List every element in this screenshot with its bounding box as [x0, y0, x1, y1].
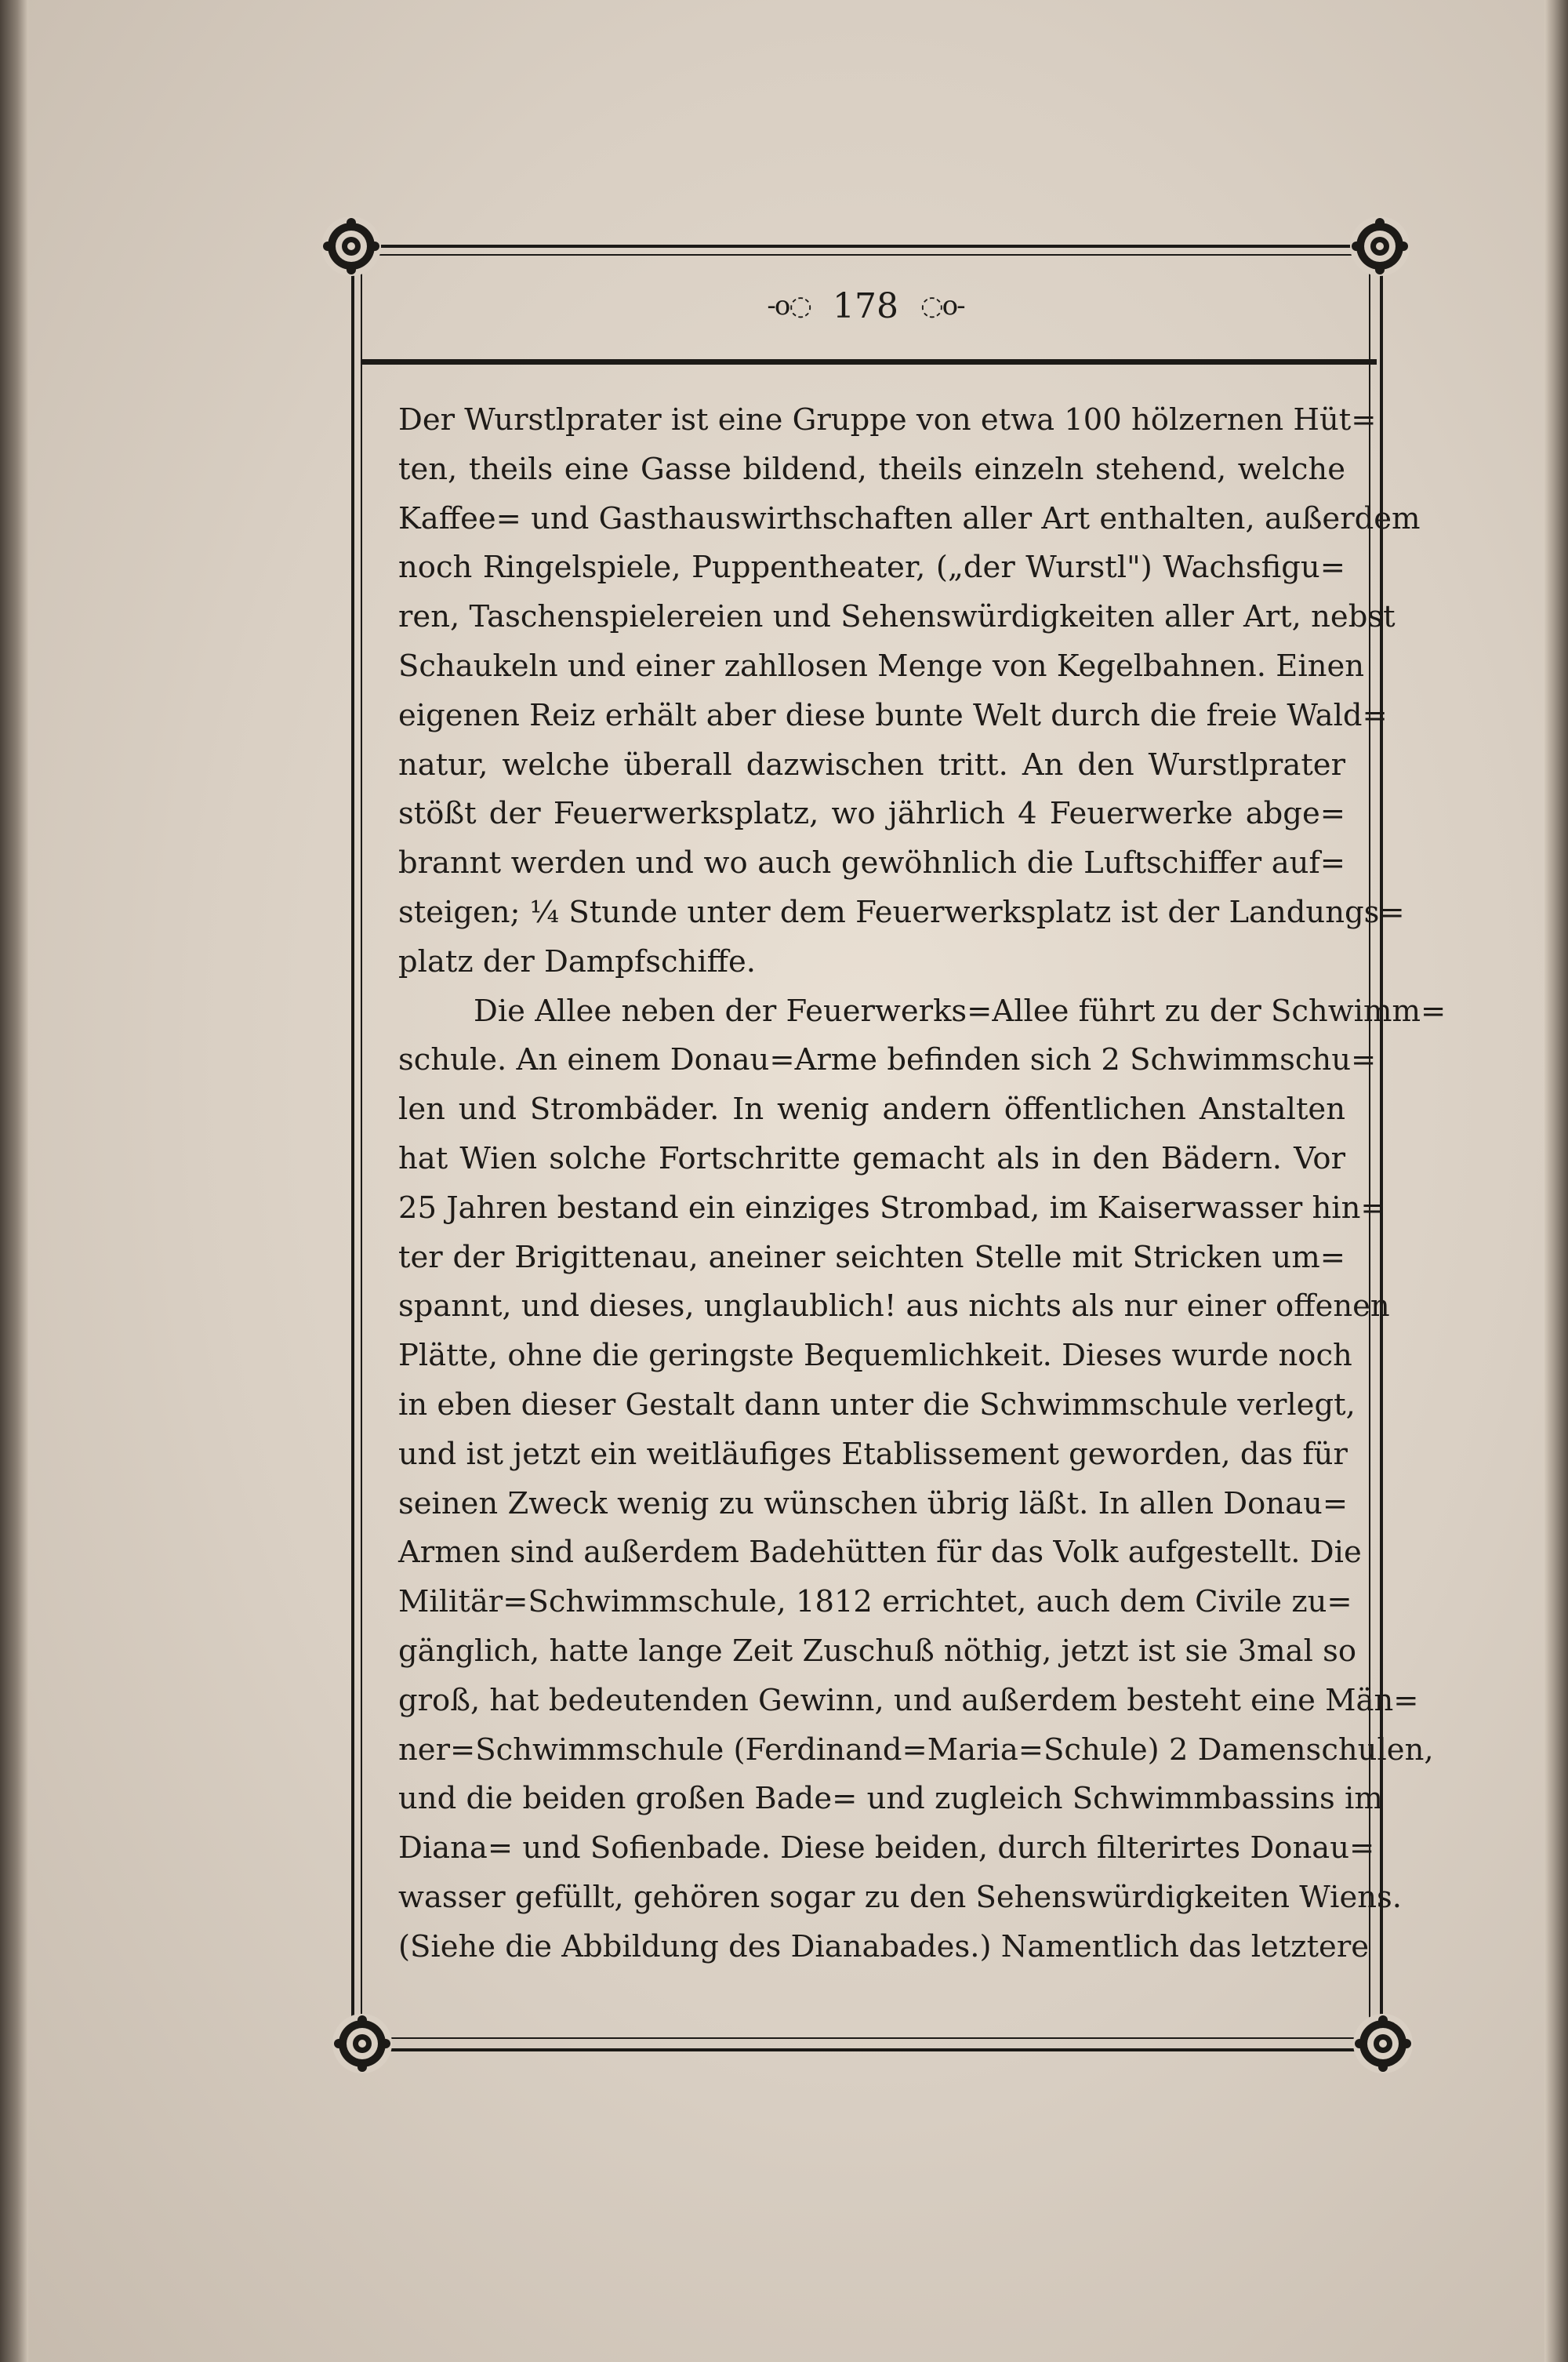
text-line: in eben dieser Gestalt dann unter die Schwimmschule verlegt,	[398, 1386, 1356, 1423]
text-line: und die beiden großen Bade= und zugleich Schwimmbassins im	[398, 1781, 1383, 1817]
page-number: 178	[833, 285, 898, 326]
text-line: Plätte, ohne die geringste Bequemlichkeit. Dieses wurde noch	[398, 1338, 1352, 1374]
text-line: ren, Taschenspielereien und Sehenswürdigkeiten aller Art, nebst	[398, 599, 1396, 635]
text-line: schule. An einem Donau=Arme befinden sich 2 Schwimmschu=	[398, 1042, 1377, 1078]
text-line: spannt, und dieses, unglaublich! aus nichts als nur einer offenen	[398, 1288, 1390, 1325]
text-line: eigenen Reiz erhält aber diese bunte Welt durch die freie Wald=	[398, 697, 1388, 733]
header-rule	[361, 359, 1377, 365]
text-line: und ist jetzt ein weitläufiges Etablissement geworden, das für	[398, 1436, 1348, 1472]
text-line: groß, hat bedeutenden Gewinn, und außerdem besteht eine Män=	[398, 1682, 1419, 1718]
header-ornament-right: ◌o-	[920, 290, 964, 322]
page-edge-left	[0, 0, 28, 2362]
text-line: ner=Schwimmschule (Ferdinand=Maria=Schule) 2 Damenschulen,	[398, 1732, 1434, 1768]
text-line: gänglich, hatte lange Zeit Zuschuß nöthig, jetzt ist sie 3mal so	[398, 1633, 1357, 1669]
page-edge-right	[1544, 0, 1568, 2362]
text-line: Die Allee neben der Feuerwerks=Allee führt zu der Schwimm=	[474, 993, 1446, 1029]
text-line: 25 Jahren bestand ein einziges Strombad, im Kaiserwasser hin=	[398, 1190, 1386, 1226]
corner-rosette-icon	[321, 216, 381, 276]
body-text	[398, 396, 1446, 1972]
text-line: Kaffee= und Gasthauswirthschaften aller Art enthalten, außerdem	[398, 500, 1421, 536]
corner-rosette-icon	[1353, 2014, 1413, 2073]
text-line: brannt werden und wo auch gewöhnlich die Luftschiffer auf=	[398, 845, 1345, 881]
text-line: Militär=Schwimmschule, 1812 errichtet, auch dem Civile zu=	[398, 1584, 1352, 1620]
text-line: len und Strombäder. In wenig andern öffentlichen Anstalten	[398, 1092, 1345, 1128]
page-header	[361, 274, 1370, 337]
text-line: natur, welche überall dazwischen tritt. An den Wurstlprater	[398, 747, 1345, 783]
text-line: steigen; ¼ Stunde unter dem Feuerwerksplatz ist der Landungs=	[398, 894, 1405, 930]
corner-rosette-icon	[332, 2014, 392, 2073]
text-line: Diana= und Sofienbade. Diese beiden, durch filterirtes Donau=	[398, 1830, 1375, 1866]
header-ornament-left: -o◌	[767, 290, 811, 322]
text-line: seinen Zweck wenig zu wünschen übrig läßt. In allen Donau=	[398, 1485, 1348, 1521]
text-line: noch Ringelspiele, Puppentheater, („der Wurstl") Wachsfigu=	[398, 550, 1345, 586]
text-line: hat Wien solche Fortschritte gemacht als in den Bädern. Vor	[398, 1140, 1345, 1176]
corner-rosette-icon	[1350, 216, 1410, 276]
text-line: Armen sind außerdem Badehütten für das Volk aufgestellt. Die	[398, 1535, 1362, 1571]
text-line: ten, theils eine Gasse bildend, theils einzeln stehend, welche	[398, 451, 1345, 487]
text-line: Schaukeln und einer zahllosen Menge von Kegelbahnen. Einen	[398, 648, 1365, 684]
text-line: ter der Brigittenau, aneiner seichten Stelle mit Stricken um=	[398, 1239, 1345, 1275]
text-line: wasser gefüllt, gehören sogar zu den Sehenswürdigkeiten Wiens.	[398, 1879, 1403, 1915]
text-line: Der Wurstlprater ist eine Gruppe von etwa 100 hölzernen Hüt=	[398, 402, 1377, 438]
text-line: (Siehe die Abbildung des Dianabades.) Namentlich das letztere	[398, 1928, 1370, 1964]
text-line: platz der Dampfschiffe.	[398, 943, 757, 979]
text-line: stößt der Feuerwerksplatz, wo jährlich 4 Feuerwerke abge=	[398, 796, 1345, 832]
